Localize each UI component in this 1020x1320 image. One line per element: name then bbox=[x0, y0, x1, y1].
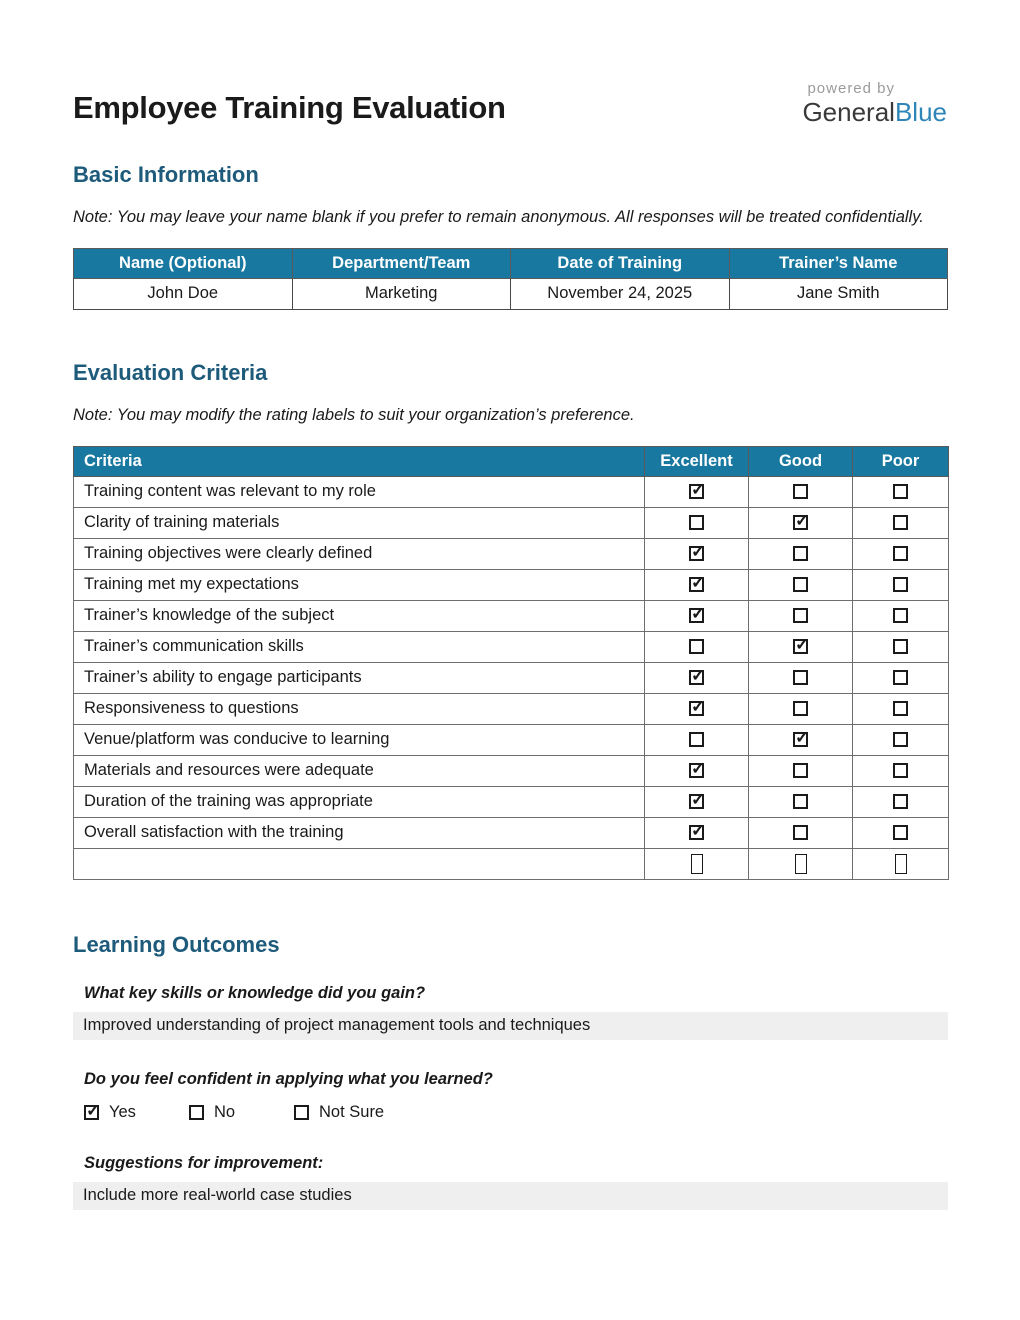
criteria-row bbox=[74, 662, 949, 693]
poor-checkbox[interactable] bbox=[893, 825, 908, 840]
poor-checkbox[interactable] bbox=[893, 794, 908, 809]
criteria-row bbox=[74, 507, 949, 538]
criteria-row bbox=[74, 817, 949, 848]
date-value[interactable]: November 24, 2025 bbox=[511, 278, 730, 309]
rating-cell-good bbox=[749, 724, 853, 755]
suggestions-answer-field[interactable]: Include more real-world case studies bbox=[73, 1182, 948, 1210]
poor-checkbox[interactable] bbox=[893, 670, 908, 685]
rating-cell-poor bbox=[853, 538, 949, 569]
rating-cell-good bbox=[749, 600, 853, 631]
good-checkbox[interactable] bbox=[793, 546, 808, 561]
good-checkbox[interactable] bbox=[793, 484, 808, 499]
option-label: Yes bbox=[109, 1102, 136, 1121]
rating-cell-good bbox=[749, 538, 853, 569]
good-checkbox[interactable] bbox=[793, 701, 808, 716]
good-checkbox[interactable] bbox=[795, 854, 807, 874]
rating-cell-good bbox=[749, 755, 853, 786]
good-checkbox[interactable] bbox=[793, 639, 808, 654]
criteria-label: Training content was relevant to my role bbox=[74, 476, 645, 507]
excellent-checkbox[interactable] bbox=[691, 854, 703, 874]
page-title: Employee Training Evaluation bbox=[73, 90, 506, 125]
excellent-checkbox[interactable] bbox=[689, 608, 704, 623]
powered-by-label: powered by bbox=[807, 80, 896, 97]
evaluation-criteria-note: Note: You may modify the rating labels to suit your organization’s preference. bbox=[73, 405, 635, 424]
rating-cell-poor bbox=[853, 724, 949, 755]
rating-cell-good bbox=[749, 662, 853, 693]
rating-cell-excellent bbox=[645, 476, 749, 507]
criteria-row bbox=[74, 569, 949, 600]
rating-cell-good bbox=[749, 693, 853, 724]
excellent-checkbox[interactable] bbox=[689, 484, 704, 499]
skills-question: What key skills or knowledge did you gain? bbox=[84, 983, 426, 1002]
criteria-label: Overall satisfaction with the training bbox=[74, 817, 645, 848]
criteria-label: Duration of the training was appropriate bbox=[74, 786, 645, 817]
skills-answer-field[interactable]: Improved understanding of project management tools and techniques bbox=[73, 1012, 948, 1040]
poor-checkbox[interactable] bbox=[893, 546, 908, 561]
good-checkbox[interactable] bbox=[793, 825, 808, 840]
criteria-row bbox=[74, 693, 949, 724]
rating-cell-excellent bbox=[645, 786, 749, 817]
excellent-checkbox[interactable] bbox=[689, 794, 704, 809]
criteria-row bbox=[74, 538, 949, 569]
poor-checkbox[interactable] bbox=[893, 732, 908, 747]
column-header-name: Name (Optional) bbox=[74, 248, 293, 278]
rating-cell-good bbox=[749, 786, 853, 817]
rating-cell-excellent bbox=[645, 600, 749, 631]
basic-information-heading: Basic Information bbox=[73, 162, 259, 188]
learning-outcomes-heading: Learning Outcomes bbox=[73, 931, 280, 957]
poor-checkbox[interactable] bbox=[893, 701, 908, 716]
excellent-checkbox[interactable] bbox=[689, 701, 704, 716]
poor-checkbox[interactable] bbox=[895, 854, 907, 874]
poor-checkbox[interactable] bbox=[893, 577, 908, 592]
criteria-table-body bbox=[74, 476, 949, 879]
good-checkbox[interactable] bbox=[793, 794, 808, 809]
excellent-checkbox[interactable] bbox=[689, 732, 704, 747]
trainer-value[interactable]: Jane Smith bbox=[729, 278, 948, 309]
rating-cell-poor bbox=[853, 755, 949, 786]
criteria-label: Responsiveness to questions bbox=[74, 693, 645, 724]
criteria-row bbox=[74, 724, 949, 755]
poor-checkbox[interactable] bbox=[893, 639, 908, 654]
criteria-label: Training objectives were clearly defined bbox=[74, 538, 645, 569]
option-checkbox[interactable] bbox=[84, 1105, 99, 1120]
confidence-options bbox=[84, 1103, 947, 1122]
option-checkbox[interactable] bbox=[189, 1105, 204, 1120]
rating-cell-good bbox=[749, 507, 853, 538]
column-header-poor: Poor bbox=[853, 446, 949, 476]
rating-cell-poor bbox=[853, 569, 949, 600]
rating-cell-good bbox=[749, 817, 853, 848]
generalblue-logo bbox=[802, 80, 947, 128]
excellent-checkbox[interactable] bbox=[689, 639, 704, 654]
rating-cell-poor bbox=[853, 662, 949, 693]
document-header bbox=[73, 0, 947, 128]
suggestions-question: Suggestions for improvement: bbox=[84, 1153, 324, 1172]
basic-info-header-row bbox=[74, 248, 948, 278]
excellent-checkbox[interactable] bbox=[689, 670, 704, 685]
criteria-header-row bbox=[74, 446, 949, 476]
criteria-label: Clarity of training materials bbox=[74, 507, 645, 538]
excellent-checkbox[interactable] bbox=[689, 825, 704, 840]
criteria-label: Trainer’s ability to engage participants bbox=[74, 662, 645, 693]
excellent-checkbox[interactable] bbox=[689, 546, 704, 561]
criteria-row bbox=[74, 631, 949, 662]
criteria-label: Materials and resources were adequate bbox=[74, 755, 645, 786]
criteria-table bbox=[73, 446, 949, 880]
rating-cell-excellent bbox=[645, 817, 749, 848]
department-value[interactable]: Marketing bbox=[292, 278, 511, 309]
rating-cell-poor bbox=[853, 631, 949, 662]
brand-general-text: General bbox=[802, 97, 895, 127]
basic-info-table bbox=[73, 248, 948, 310]
confidence-option bbox=[294, 1103, 399, 1122]
column-header-excellent: Excellent bbox=[645, 446, 749, 476]
rating-cell-poor bbox=[853, 817, 949, 848]
option-label: Not Sure bbox=[319, 1102, 385, 1121]
rating-cell-excellent bbox=[645, 538, 749, 569]
column-header-criteria: Criteria bbox=[74, 446, 645, 476]
column-header-trainer: Trainer’s Name bbox=[729, 248, 948, 278]
good-checkbox[interactable] bbox=[793, 763, 808, 778]
rating-cell-excellent bbox=[645, 507, 749, 538]
poor-checkbox[interactable] bbox=[893, 484, 908, 499]
rating-cell-poor bbox=[853, 476, 949, 507]
poor-checkbox[interactable] bbox=[893, 763, 908, 778]
rating-cell-poor bbox=[853, 786, 949, 817]
good-checkbox[interactable] bbox=[793, 732, 808, 747]
option-checkbox[interactable] bbox=[294, 1105, 309, 1120]
brand-blue-text: Blue bbox=[894, 97, 947, 127]
rating-cell-poor bbox=[853, 848, 949, 879]
criteria-row bbox=[74, 786, 949, 817]
rating-cell-poor bbox=[853, 507, 949, 538]
rating-cell-excellent bbox=[645, 662, 749, 693]
good-checkbox[interactable] bbox=[793, 577, 808, 592]
criteria-row bbox=[74, 476, 949, 507]
rating-cell-poor bbox=[853, 693, 949, 724]
evaluation-criteria-heading: Evaluation Criteria bbox=[73, 359, 268, 385]
basic-information-note: Note: You may leave your name blank if you prefer to remain anonymous. All responses will be treated confidentially. bbox=[73, 208, 924, 227]
rating-cell-good bbox=[749, 476, 853, 507]
criteria-row bbox=[74, 755, 949, 786]
rating-cell-excellent bbox=[645, 755, 749, 786]
criteria-label: Trainer’s knowledge of the subject bbox=[74, 600, 645, 631]
excellent-checkbox[interactable] bbox=[689, 763, 704, 778]
rating-cell-good bbox=[749, 569, 853, 600]
option-label: No bbox=[214, 1102, 236, 1121]
rating-cell-good bbox=[749, 631, 853, 662]
confidence-option bbox=[84, 1103, 189, 1122]
rating-cell-poor bbox=[853, 600, 949, 631]
criteria-row bbox=[74, 600, 949, 631]
brand-wordmark bbox=[802, 97, 947, 128]
poor-checkbox[interactable] bbox=[893, 608, 908, 623]
good-checkbox[interactable] bbox=[793, 670, 808, 685]
rating-cell-excellent bbox=[645, 569, 749, 600]
good-checkbox[interactable] bbox=[793, 515, 808, 530]
rating-cell-good bbox=[749, 848, 853, 879]
confidence-option bbox=[189, 1103, 294, 1122]
column-header-department: Department/Team bbox=[292, 248, 511, 278]
criteria-label: Venue/platform was conducive to learning bbox=[74, 724, 645, 755]
basic-info-value-row bbox=[74, 278, 948, 309]
rating-cell-excellent bbox=[645, 848, 749, 879]
criteria-label bbox=[74, 848, 645, 879]
excellent-checkbox[interactable] bbox=[689, 577, 704, 592]
rating-cell-excellent bbox=[645, 693, 749, 724]
column-header-good: Good bbox=[749, 446, 853, 476]
poor-checkbox[interactable] bbox=[893, 515, 908, 530]
criteria-label: Trainer’s communication skills bbox=[74, 631, 645, 662]
rating-cell-excellent bbox=[645, 724, 749, 755]
rating-cell-excellent bbox=[645, 631, 749, 662]
name-value[interactable]: John Doe bbox=[74, 278, 293, 309]
good-checkbox[interactable] bbox=[793, 608, 808, 623]
confidence-question: Do you feel confident in applying what you learned? bbox=[84, 1069, 493, 1088]
criteria-row bbox=[74, 848, 949, 879]
excellent-checkbox[interactable] bbox=[689, 515, 704, 530]
column-header-date: Date of Training bbox=[511, 248, 730, 278]
criteria-label: Training met my expectations bbox=[74, 569, 645, 600]
